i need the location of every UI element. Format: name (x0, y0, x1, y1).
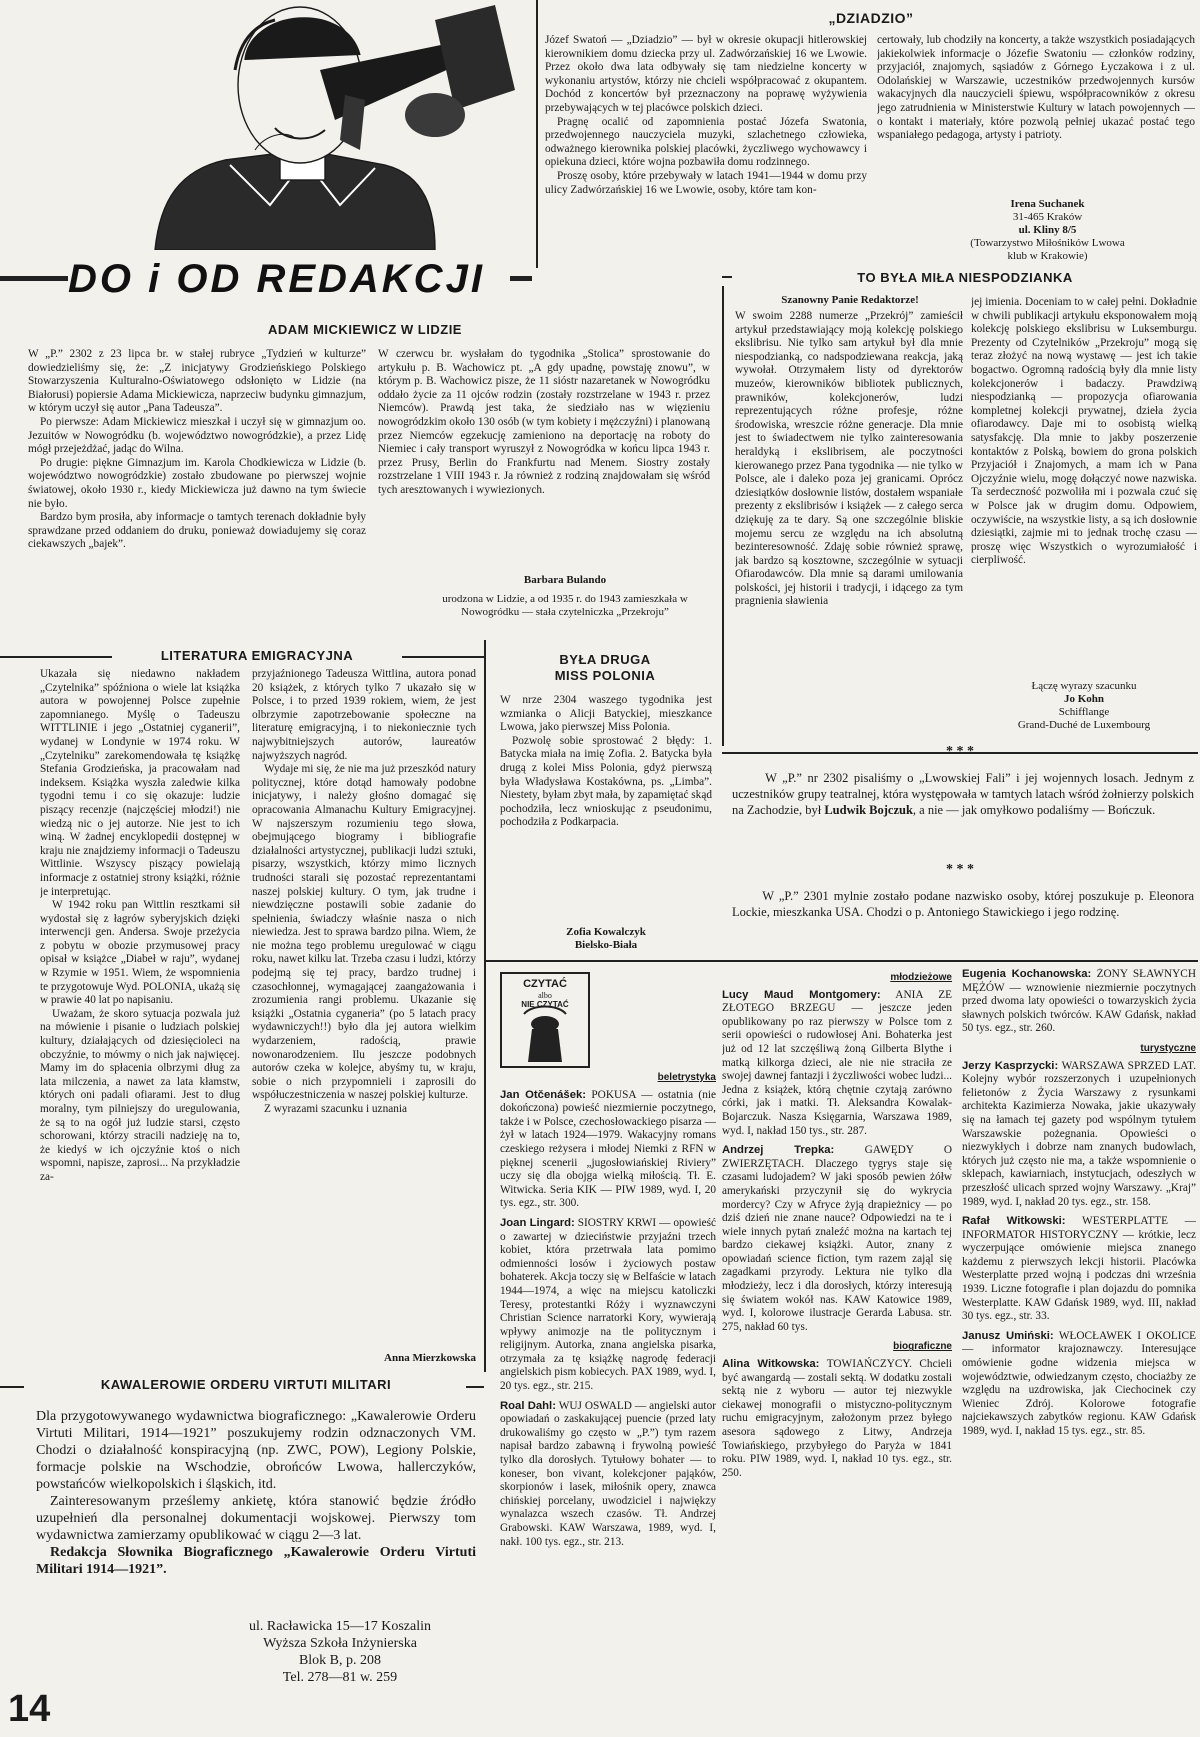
virtuti-text: Dla przygotowywanego wydawnictwa biograficznego: „Kawalerowie Orderu Virtuti Militari, 1914—1921” poszukujemy rodzin odznaczonych VM. Chodzi o działalność konspiracyjną (np. ZWC, POW), Legiony Polskie, formacje polskie na Wschodzie, obrońców Lwowa, hallerczyków, powstańców wielkopolskich i śląskich, itd. Zainteresowanym prześlemy ankietę, która stanowić będzie źródło uzupełnień dla personalnej dokumentacji wojskowej. Pierwszy tom wydawnictwa zamierzamy opublikować w ciągu 2—3 lat. Redakcja Słownika Biograficznego „Kawalerowie Orderu Virtuti Militari 1914—1921”. (36, 1409, 476, 1577)
books-col1 (500, 1068, 716, 1732)
virtuti-title: KAWALEROWIE ORDERU VIRTUTI MILITARI (100, 1377, 392, 1392)
literatura-signature: Anna Mierzkowska (384, 1352, 476, 1364)
miss-title-1: BYŁA DRUGA (559, 652, 651, 667)
books-col3 (962, 968, 1196, 1732)
dziadzio-title: „DZIADZIO” (828, 10, 914, 26)
niespodzianka-title: TO BYŁA MIŁA NIESPODZIANKA (857, 270, 1073, 285)
czytac-logo (500, 972, 590, 1068)
page-number: 14 (8, 1688, 51, 1730)
category-turystyczne: turystyczne (1140, 1042, 1196, 1054)
book-wuj-oswald: Roal Dahl: WUJ OSWALD — angielski autor opowiadań o zaskakującej puencie (przed laty drukowaliśmy go często w „P.”) tym razem napisał bardzo zabawną i frywolną powieść tylko dla dorosłych. Tytułowy bohater — to koneser, bon vivant, kolekcjoner pająków, skorpionów i lasek, miłośnik opery, znawca chińskiej porcelany, uwodziciel i najwiękzy wynalazca wszech czasów. Tł. Andrzej Grabowski. KAW Warszawa, 1989, wyd. I, nakł. 100 tys. egz., str. 213. (500, 1399, 716, 1548)
niespodzianka-col2: jej imienia. Doceniam to w całej pełni. Dokładnie w chwili publikacji artykułu eksponowałem moją kolekcję polskiego ekslibrisu w Luksemburgu. Prezenty od Czytelników „Przekroju” mogą się teraz złożyć na nową wystawę — jest ich takie bogactwo. Ogromną radością były dla mnie listy kolekcjonerów i badaczy. Prawdziwą niespodzianką — propozycja ofiarowania kompletnej kolekcji prywatnej, dzieła życia ofiarodawcy. Daje mi to osobistą wielką satysfakcję. Dla mnie to jakby poszerzenie kontaktów z Polską, bowiem do grona polskich Przyjaciół i Znajomych, a mam ich w Pana Ojczyźnie wielu, mogę dołączyć nowe nazwiska. Ta serdeczność pozwoliła mi i pozwala czuć się w Polsce jak w drugim domu. Odpowiem, oczywiście, na wszystkie listy, a są ich dosłownie dziesiątki, zajmie mi to jednak trochę czasu — proszę więc Wszystkich o wyrozumiałość i cierpliwość. (971, 296, 1197, 567)
book-warszawa: Jerzy Kasprzycki: WARSZAWA SPRZED LAT. Kolejny wybór rozszerzonych i uzupełnionych felietonów z Życia Warszawy z rysunkami architekta Kazimierza Nowaka, jakie ukazywały się na łamach tej gazety pod wspólnym tytułem Warszawskie pożegnania. Opowieści o niezwykłych i dobrze nam znanych budowlach, których już często nie ma, a także wspomnienie o sklepach, kawiarniach, instytucjach, odeszłych w przeszłość ulicach sprzed wojny Warszawy. „Kraj” 1989, wyd. I, nakład 20 tys. egz., str. 158. (962, 1059, 1196, 1208)
niespodzianka-signature: Łączę wyrazy szacunku Jo Kohn Schifflange Grand-Duché de Luxembourg (1017, 680, 1151, 731)
note-lockie: W „P.” 2301 mylnie zostało podane nazwisko osoby, której poszukuje p. Eleonora Lockie, mieszkanka USA. Chodzi o p. Antoniego Stawickiego i jego rodzinę. (732, 889, 1194, 919)
literatura-col1: Ukazała się niedawno nakładem „Czytelnika” spóźniona o wiele lat książka autora w powojennej Polsce zupełnie zapomnianego. Myślę o Tadeuszu WITTLINIE i jego „Ostatniej cyganerii”, wydanej w Londynie w 1974 roku. W „Czytelniku” zarekomendowała tę książkę Stefania Grodzieńska, ja pracowałam nad indeksem. Książka wyszła zaledwie kilka tygodni temu i co się okazuje: ludzie piszący recenzje (najczęściej młodzi!) nie wiedzą nic o jej autorze. Nie jest to ich winą. W żadnej encyklopedii dostępnej w kraju nie znajdziemy informacji o Tadeuszu Wittlinie. Wszyscy piszący powielają informacje z ostatniej strony książki, różnie je interpretując. W 1942 roku pan Wittlin resztkami sił wydostał się z łagrów syberyjskich dzięki interwencji gen. Andersa. Swoje przeżycia z pobytu w obozie przymusowej pracy opisał w książce „Diabeł w raju”, wydanej w Rzymie w 1951. Wiem, że wspomnienia te przygotowuje Wyd. POLONIA, ukażą się w prawie 40 lat po napisaniu. Uważam, że skoro sytuacja pozwala już na mówienie i pisanie o ludziach polskiej kultury, działających od dziesięcioleci na obczyźnie, to mówmy o nich jak najwięcej. Mamy im do spłacenia olbrzymi dług za lata milczenia, a nawet za lata kłamstw, których oni padali ofiarami. Jest to dług moralny, tym pilniejszy do uregulowania, że są to na ogół już ludzie starsi, często schorowani, którzy stracili nadzieję na to, że kiedyś w ich ojczyźnie ktoś o nich wspomni, napisze, zaprosi... Na przykładzie za- (40, 668, 240, 1183)
mickiewicz-title: ADAM MICKIEWICZ W LIDZIE (268, 322, 462, 337)
niespodzianka-col1: W swoim 2288 numerze „Przekrój” zamieścił artykuł przedstawiający moją kolekcję polskiego ekslibrisu. Nie tylko sam artykuł był dla mnie niespodzianką, co nadspodziewana reakcja, jaką wywołał. Otrzymałem listy od dyrektorów muzeów, kierowników bibliotek publicznych, prawników, kolekcjonerów, ludzi reprezentujących różne profesje, różne środowiska, wreszcie różne generacje. Dla mnie jest to świadectwem nie tylko zainteresowania heraldyką i ekslibrisem, ale poczytności kierowanego przez Pana tygodnika — nie tylko w Polsce, ale i daleko poza jej granicami. Oprócz dziesiątków dosłownie listów, dostałem wspaniałe prezenty z ekslibrisów i książek — z całego serca dziękuję za te dary. Są one szczególnie bliskie mojemu sercu ze względu na ich absolutną bezinteresowność. Zdaję sobie również sprawę, jak bardzo są kosztowne, szczególnie w sytuacji Ofiarodawców. Dla mnie są darami umilowania polskości, jej historii i tradycji, i idącego za tym pragnienia sławienia (735, 310, 963, 608)
book-zony: Eugenia Kochanowska: ŻONY SŁAWNYCH MĘŻÓW — wznowienie niezmiernie poczytnych przed dwoma laty opowieści o towarzyskich życia sławnych polskich twórców. KAW Gdańsk, nakład 50 tys. egz., str. 260. (962, 968, 1196, 1035)
category-beletrystyka: beletrystyka (657, 1072, 716, 1083)
niespodzianka-greeting: Szanowny Panie Redaktorze! (781, 294, 919, 306)
literatura-title: LITERATURA EMIGRACYJNA (160, 648, 354, 663)
notes-stars-1: * * * (946, 744, 974, 759)
book-towianczycy: Alina Witkowska: TOWIAŃCZYCY. Chcieli być awangardą — zostali sektą. W dodatku zostali sektą nie z wyboru — autor tej niezwykle ciekawej monografii o mistyczno-politycznym ruchu emigracyjnym, założonym przez byłego asesora sądowego z Litwy, Andrzeja Towiańskiego, przybyłego do Paryża w 1841 roku. PIW 1989, wyd. I, nakład 10 tys. egz., str. 250. (722, 1358, 952, 1479)
dziadzio-col1: Józef Swatoń — „Dziadzio” — był w okresie okupacji hitlerowskiej kierownikiem domu dziecka przy ul. Zadwórzańskiej 16 we Lwowie. Przez około dwa lata odbywały się tam niedzielne koncerty w wykonaniu artystów, którzy nie chcieli współpracować z okupantem. Dochód z koncertów był przeznaczony na poprawę wyżywienia przebywających w tej placówce polskich dzieci. Pragnę ocalić od zapomnienia postać Józefa Swatonia, przedwojennego nauczyciela muzyki, szlachetnego człowieka, odważnego kierownika polskiej placówki, życzliwego wychowawcy i opiekuna dzieci, które wojna pozbawiła domu rodzinnego. Proszę osoby, które przebywały w latach 1941—1944 w domu przy ulicy Zadwórzańskiej 16 we Lwowie, osoby, które tam kon- (545, 34, 867, 196)
category-mlodziezowe: młodzieżowe (890, 972, 952, 983)
mickiewicz-col1: W „P.” 2302 z 23 lipca br. w stałej rubryce „Tydzień w kulturze” dowiedzieliśmy się, że: „Z inicjatywy Grodzieńskiego Polskiego Stowarzyszenia Kulturalno-Oświatowego odsłonięto w Lidzie (na Białorusi) popiersie Adama Mickiewicza, naprzeciw budynku gimnazjum, w którym uczył się autor „Pana Tadeusza”. Po pierwsze: Adam Mickiewicz mieszkał i uczył się w gimnazjum oo. Jezuitów w Nowogródku (b. województwo nowogródzkie), a przez Lidę mógł przejeżdżać, jadąc do Wilna. Po drugie: piękne Gimnazjum im. Karola Chodkiewicza w Lidzie (b. województwo nowogródzkie) zostało zbudowane po pierwszej wojnie światowej, około 1930 r., kiedy Mickiewicza już dawno na tym świecie nie było. Bardzo bym prosiła, aby informacje o tamtych terenach dokładnie były sprawdzane przed oddaniem do druku, ponieważ dowiadujemy się coraz ciekawszych „bajek”. (28, 348, 366, 551)
section-banner: DO i OD REDAKCJI (68, 257, 485, 301)
book-pokusa: Jan Otčenášek: POKUSA — ostatnia (nie dokończona) powieść niezmiernie poczytnego, także i w Polsce, czechosłowackiego pisarza — żył w latach 1924—1979. Wakacyjny romans czeskiego reżysera i młodej Niemki z RFN w pięknej scenerii „jugosłowiańskiej Riviery” uczy się dla obojga wielką miłością. Tł. E. Witwicka. Seria KIK — PIW 1989, wyd. I, 20 tys. egz., str. 300. (500, 1088, 716, 1210)
mickiewicz-signature: Barbara Bulando urodzona w Lidzie, a od 1935 r. do 1943 zamieszkała w Nowogródku — stała czytelniczka „Przekroju” (442, 574, 688, 618)
dziadzio-signature: Irena Suchanek 31-465 Kraków ul. Kliny 8/5 (Towarzystwo Miłośników Lwowa klub w Krakowie) (970, 198, 1125, 262)
book-ania: Lucy Maud Montgomery: ANIA ZE ZŁOTEGO BRZEGU — jeszcze jeden opublikowany po raz pierwszy w Polsce tom z serii opowieści o rudowłosej Ani. Bohaterka jest już od 12 lat szczęśliwą żoną Gilberta Blythe i matką kilkorga dzieci, ale nie nie straciła ze swojej dawnej fantazji i życzliwości wobec ludzi... Jedna z książek, którą chętnie czytają zarówno córki, jak i matki. Tł. Aleksandra Kowalak-Bojarczuk. Nasza Księgarnia, Warszawa 1989, wyd. I, nakład 150 tys., str. 287. (722, 988, 952, 1137)
mickiewicz-col2: W czerwcu br. wysłałam do tygodnika „Stolica” sprostowanie do artykułu p. B. Wachowicz pt. „A gdy upadnę, powstaję znowu”, w którym p. B. Wachowicz pisze, że 11 sióstr nazaretanek w Nowogródku oddało życie za 11 ojców rodzin (zostały rozstrzelane w 1943 r. przez Niemców). Prawdą jest taka, że siedziało nas w więzieniu nowogródzkim około 130 osób (w tym kobiety i mężczyźni) i planowaną przez Niemców egzekucję zamieniono na deportację na roboty do Niemiec i cały transport wyruszył z Nowogródka w końcu lipca 1943 r. przez Prusy, Berlin do Frankfurtu nad Menem. Siostry zostały rozstrzelane 1 VIII 1943 r. Ja również z rodziną znajdowałam się wśród tych aresztowanych i wywiezionych. (378, 348, 710, 496)
miss-signature: Zofia Kowalczyk Bielsko-Biała (566, 926, 646, 951)
dziadzio-col2: certowały, lub chodziły na koncerty, a także wszystkich posiadających jakiekolwiek informacje o Józefie Swatoniu — członków rodziny, przyjaciół, znajomych, sąsiadów z Górnego Łyczakowa i z ul. Odolańskiej w Warszawie, uczestników przedwojennych kursów wakacyjnych dla nauczycieli śpiewu, współpracowników z okresu jego zatrudnienia w Ministerstwie Kultury w latach powojennych — o kontakt i materiały, które pozwolą pełniej ukazać postać tego wspaniałego pedagoga, artysty i patrioty. (877, 34, 1195, 142)
book-westerplatte: Rafał Witkowski: WESTERPLATTE — INFORMATOR HISTORYCZNY — krótkie, lecz wyczerpujące omówienie miejsca znanego każdemu z pierwszych lekcji historii. Placówka Westerplatte przed wojną i podczas dni września 1939. Liczne fotografie i plan dojazdu do pomnika Westerplatte. KAW Gdańsk 1989, wyd. III, nakład 30 tys. egz., str. 33. (962, 1215, 1196, 1323)
miss-text: W nrze 2304 waszego tygodnika jest wzmianka o Alicji Batyckiej, mieszkance Lwowa, jako pierwszej Miss Polonia. Pozwolę sobie sprostować 2 błędy: 1. Batycka miała na imię Zofia. 2. Batycka była drugą z kolei Miss Polonia, gdyż pierwszą była Władysława Kostakówna, ps. „Limba”. Niestety, byłam zbyt mała, by zapamiętać skąd pochodziła, lecz wnioskując z pseudonimu, pochodziła z Podkarpacia. (500, 694, 712, 829)
literatura-col2: przyjaźnionego Tadeusza Wittlina, autora ponad 20 książek, z których tylko 7 ukazało się w Polsce, i to przed 1939 rokiem, wiem, że jest olbrzymie zapotrzebowanie społeczne na literaturę emigracyjną, i to niekoniecznie tych najwybitniejszych autorów, laureatów najwyższych nagród. Wydaje mi się, że nie ma już przeszkód natury politycznej, które dotąd hamowały podobne inicjatywy, i należy głośno domagać się opracowania Almanachu Kultury Emigracyjnej. W najszerszym rozumieniu tego słowa, obejmującego biogramy i bibliografie działalności artystycznej, publikacji ludzi sztuki, pisarzy, wszystkich, którzy mimo licznych trudności starali się pozostać reprezentantami naszej polskiej kultury. O tym, jak trudne i niewdzięczne postawili sobie zadanie do spełnienia, świadczy właśnie nasza o nich niewiedza. Jest to sprawa bardzo pilna. Wiem, że nie można tego problemu uregulować w ciągu roku, nawet kilku lat. Trzeba czasu i ludzi, którzy podejmą się tej pracy, bardzo trudnej i czasochłonnej, wymagającej zaangażowania i zrozumienia rangi problemu. Ukazanie się książki „Ostatnia cyganeria” (po 5 latach pracy wydawniczych!!) było dla jej autora wielkim wydarzeniem, radością, prawie nowonarodzeniem. Ilu jeszcze podobnych autorów czeka w kolejce, abyśmy tu, w kraju, sobie o nich przypomnieli i zaprosili do współuczestniczenia w naszej polskiej kulturze. Z wyrazami szacunku i uznania (252, 668, 476, 1115)
note-lwowska-fala: W „P.” nr 2302 pisaliśmy o „Lwowskiej Fali” i jej wojennych losach. Jednym z uczestników grupy teatralnej, która występowała w tamtych latach wśród żołnierzy polskich na Zachodzie, był Ludwik Bojczuk, a nie — jak omyłkowo podaliśmy — Bończuk. (732, 771, 1194, 817)
category-biograficzne: biograficzne (893, 1341, 952, 1353)
logo-line3: NIE CZYTAĆ (521, 1000, 569, 1009)
logo-line2: albo (538, 991, 552, 1000)
book-wloclawek: Janusz Umiński: WŁOCŁAWEK I OKOLICE — informator krajoznawczy. Interesujące omówienie godne widzenia miejsca w województwie, odwiedzanym często, chociażby ze względu na uzdrowiska, jak Ciechocinek czy Wieniec Zdrój. Kolorowe fotografie najciekawszych zabytków regionu. KAW Gdańsk 1989, wyd. I, nakład 15 tys. egz., str. 85. (962, 1329, 1196, 1437)
logo-line1: CZYTAĆ (523, 978, 567, 990)
books-col2 (722, 968, 952, 1732)
virtuti-address: ul. Racławicka 15—17 Koszalin Wyższa Szkoła Inżynierska Blok B, p. 208 Tel. 278—81 w. 259 (249, 1619, 431, 1685)
notes-stars-2: * * * (946, 862, 974, 877)
book-gawedy: Andrzej Trepka: GAWĘDY O ZWIERZĘTACH. Dlaczego tygrys staje się czasami ludojadem? W jaki sposób pewien żółw amerykański przyczynił się do wykrycia mordercy? Czy w Afryce żyją drapieżnicy — po dziś dzień nie znane nauce? Odpowiedzi na te i wiele innych pytań znaleźć można na kartach tej bardzo ciekawej książki. Autor, znany z opowiadań science fiction, tym razem zająl się zagadkami przyrody. Lektura nie tylko dla młodzieży, lecz i dla dorosłych, którzy interesują się światem wokół nas. KAW Katowice 1989, wyd. I, kolorowe ilustracje Gerarda Labusa. str. 275, nakład 60 tys. (722, 1144, 952, 1333)
illustration-man-with-horn (135, 0, 525, 250)
book-siostry-krwi: Joan Lingard: SIOSTRY KRWI — opowieść o zawartej w dzieciństwie przyjaźni trzech kobiet, która przetrwała lata pomimo odmienności losów i życiowych postaw bohaterek. Akcja toczy się w Belfaście w latach 1944—1974, a więc na miejscu katoliczki Teresy, protestantki Róży i wyznawczyni Christian Science narratorki Kory, wywierają wpływy animozje na tle politycznym i religijnym. Autorka, znana angielska pisarka, otrzymała za tę książkę nagrodę federacji angielskich pism kobiecych. PAX 1989, wyd. I, 20 tys. egz., str. 215. (500, 1216, 716, 1393)
miss-title-2: MISS POLONIA (554, 668, 656, 683)
